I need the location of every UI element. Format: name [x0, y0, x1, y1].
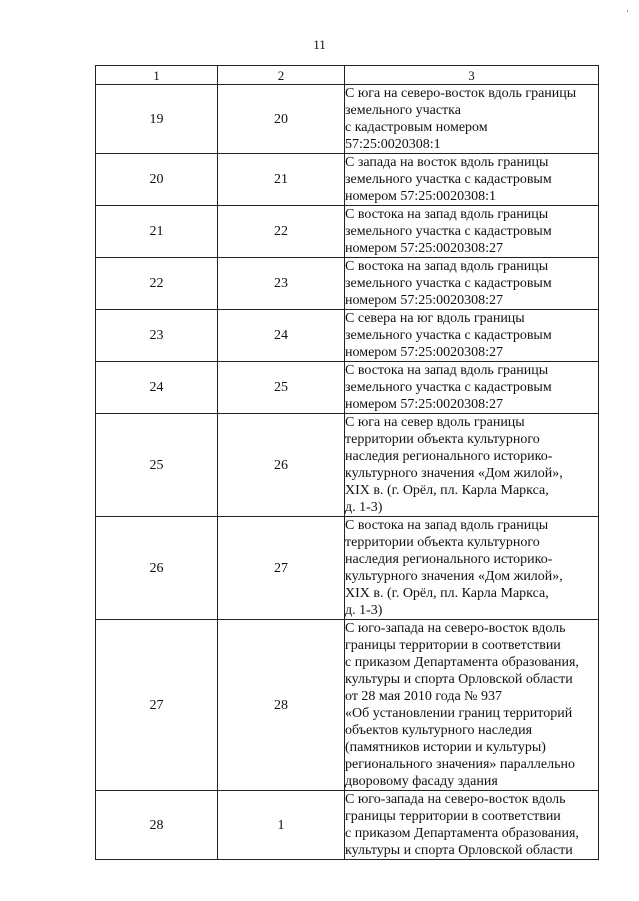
description-line: номером 57:25:0020308:27	[345, 345, 504, 360]
description-line: культуры и спорта Орловской области	[345, 843, 573, 858]
point-to-cell: 21	[218, 154, 345, 206]
description-line: культуры и спорта Орловской области	[345, 672, 573, 687]
description-line: культурного значения «Дом жилой»,	[345, 466, 563, 481]
description-line: с приказом Департамента образования,	[345, 655, 579, 670]
point-to-cell: 27	[218, 517, 345, 620]
table-row	[96, 258, 599, 310]
table-row	[96, 85, 599, 154]
description-line: объектов культурного наследия	[345, 723, 533, 738]
description-line: С запада на восток вдоль границы	[345, 155, 549, 170]
boundary-description-cell	[345, 206, 599, 258]
description-line: С востока на запад вдоль границы	[345, 363, 549, 378]
description-line: С юго-запада на северо-восток вдоль	[345, 621, 566, 636]
description-line: с кадастровым номером	[345, 120, 488, 135]
point-from-cell: 25	[96, 414, 218, 517]
table-row	[96, 791, 599, 860]
description-line: номером 57:25:0020308:1	[345, 189, 497, 204]
description-line: с приказом Департамента образования,	[345, 826, 579, 841]
description-line: земельного участка с кадастровым	[345, 380, 552, 395]
description-line: наследия регионального историко-	[345, 449, 553, 464]
table-body	[96, 85, 599, 860]
description-line: (памятников истории и культуры)	[345, 740, 546, 755]
point-from-cell: 26	[96, 517, 218, 620]
point-from-cell: 23	[96, 310, 218, 362]
boundary-description-cell	[345, 791, 599, 860]
table-row	[96, 154, 599, 206]
table-row	[96, 517, 599, 620]
boundary-description-cell	[345, 258, 599, 310]
description-line: С юга на север вдоль границы	[345, 415, 525, 430]
description-line: XIX в. (г. Орёл, пл. Карла Маркса,	[345, 483, 549, 498]
description-line: земельного участка с кадастровым	[345, 328, 552, 343]
description-line: земельного участка	[345, 103, 461, 118]
point-from-cell: 27	[96, 620, 218, 791]
description-line: XIX в. (г. Орёл, пл. Карла Маркса,	[345, 586, 549, 601]
boundary-description-cell	[345, 620, 599, 791]
description-line: номером 57:25:0020308:27	[345, 241, 504, 256]
table-row	[96, 620, 599, 791]
point-to-cell: 1	[218, 791, 345, 860]
point-from-cell: 24	[96, 362, 218, 414]
description-line: С востока на запад вдоль границы	[345, 518, 549, 533]
table-row	[96, 206, 599, 258]
description-line: регионального значения» параллельно	[345, 757, 575, 772]
point-to-cell: 25	[218, 362, 345, 414]
header-col-2: 2	[218, 66, 345, 85]
point-to-cell: 22	[218, 206, 345, 258]
boundary-table	[95, 65, 599, 860]
point-to-cell: 24	[218, 310, 345, 362]
boundary-description-cell	[345, 154, 599, 206]
point-to-cell: 28	[218, 620, 345, 791]
description-line: границы территории в соответствии	[345, 638, 561, 653]
boundary-description-cell	[345, 85, 599, 154]
description-line: культурного значения «Дом жилой»,	[345, 569, 563, 584]
description-line: д. 1-3)	[345, 603, 383, 618]
description-line: земельного участка с кадастровым	[345, 224, 552, 239]
description-line: номером 57:25:0020308:27	[345, 293, 504, 308]
description-line: номером 57:25:0020308:27	[345, 397, 504, 412]
table-row	[96, 414, 599, 517]
table-row	[96, 310, 599, 362]
description-line: С юга на северо-восток вдоль границы	[345, 86, 577, 101]
page-number: 11	[313, 37, 326, 52]
boundary-description-cell	[345, 517, 599, 620]
point-from-cell: 19	[96, 85, 218, 154]
description-line: территории объекта культурного	[345, 535, 540, 550]
description-line: территории объекта культурного	[345, 432, 540, 447]
point-to-cell: 26	[218, 414, 345, 517]
boundary-description-cell	[345, 310, 599, 362]
description-line: 57:25:0020308:1	[345, 137, 441, 152]
point-to-cell: 20	[218, 85, 345, 154]
description-line: «Об установлении границ территорий	[345, 706, 573, 721]
description-line: дворовому фасаду здания	[345, 774, 498, 789]
point-from-cell: 20	[96, 154, 218, 206]
table-row	[96, 362, 599, 414]
header-col-1: 1	[96, 66, 218, 85]
description-line: д. 1-3)	[345, 500, 383, 515]
point-from-cell: 21	[96, 206, 218, 258]
point-to-cell: 23	[218, 258, 345, 310]
point-from-cell: 28	[96, 791, 218, 860]
table-header-row	[96, 66, 599, 85]
description-line: С востока на запад вдоль границы	[345, 207, 549, 222]
description-line: границы территории в соответствии	[345, 809, 561, 824]
boundary-description-cell	[345, 414, 599, 517]
description-line: от 28 мая 2010 года № 937	[345, 689, 503, 704]
point-from-cell: 22	[96, 258, 218, 310]
description-line: земельного участка с кадастровым	[345, 172, 552, 187]
boundary-description-cell	[345, 362, 599, 414]
description-line: С севера на юг вдоль границы	[345, 311, 525, 326]
description-line: С юго-запада на северо-восток вдоль	[345, 792, 566, 807]
description-line: С востока на запад вдоль границы	[345, 259, 549, 274]
description-line: наследия регионального историко-	[345, 552, 553, 567]
corner-mark: ·	[626, 6, 629, 16]
header-col-3: 3	[345, 66, 599, 85]
description-line: земельного участка с кадастровым	[345, 276, 552, 291]
